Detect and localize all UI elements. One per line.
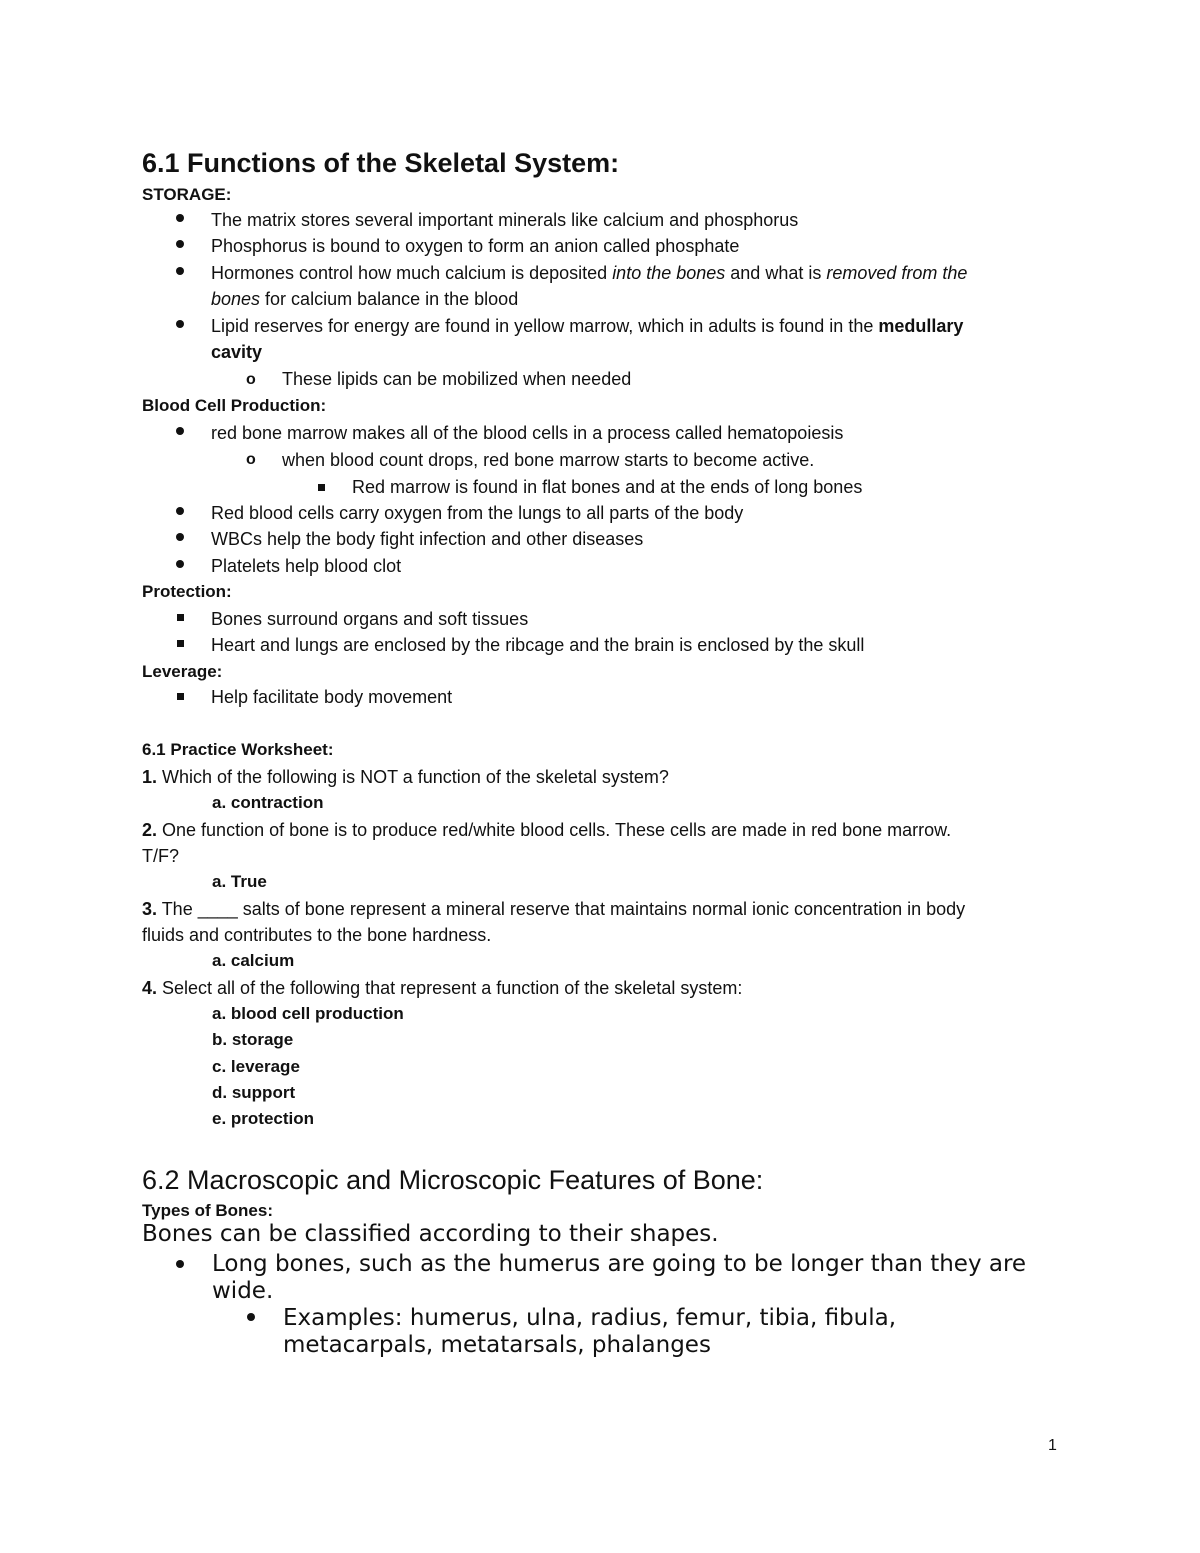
types-bullet-1-cont: wide. bbox=[212, 1278, 274, 1304]
storage-bullet-3: Hormones control how much calcium is deposited into the bones and what is removed from the bbox=[211, 263, 968, 283]
blood-bullet-2: Red blood cells carry oxygen from the lungs to all parts of the body bbox=[211, 503, 744, 523]
section-6-2-title: 6.2 Macroscopic and Microscopic Features of Bone: bbox=[142, 1165, 764, 1195]
square-bullet-icon bbox=[177, 693, 184, 700]
bullet-icon bbox=[176, 267, 184, 275]
storage-bullet-4-cont: cavity bbox=[211, 342, 263, 362]
types-sub-bullet-cont: metacarpals, metatarsals, phalanges bbox=[283, 1332, 711, 1358]
question-4-answer: e. protection bbox=[212, 1109, 315, 1128]
types-sub-bullet: Examples: humerus, ulna, radius, femur, tibia, fibula, bbox=[283, 1305, 897, 1331]
question-2-cont: T/F? bbox=[142, 846, 180, 866]
square-bullet-icon bbox=[177, 614, 184, 621]
blood-bullet-1: red bone marrow makes all of the blood cells in a process called hematopoiesis bbox=[211, 423, 844, 443]
bullet-icon bbox=[176, 507, 184, 515]
leverage-heading: Leverage: bbox=[142, 662, 223, 681]
section-6-1-title: 6.1 Functions of the Skeletal System: bbox=[142, 148, 620, 178]
bullet-icon bbox=[176, 320, 184, 328]
question-4-answer: b. storage bbox=[212, 1030, 294, 1049]
square-bullet-icon bbox=[318, 484, 325, 491]
square-bullet-icon bbox=[177, 640, 184, 647]
bullet-icon bbox=[176, 560, 184, 568]
page-number: 1 bbox=[1048, 1437, 1057, 1454]
blood-sub-bullet: when blood count drops, red bone marrow starts to become active. bbox=[282, 450, 815, 470]
question-3-cont: fluids and contributes to the bone hardness. bbox=[142, 925, 492, 945]
types-intro: Bones can be classified according to their shapes. bbox=[142, 1221, 719, 1247]
storage-heading: STORAGE: bbox=[142, 185, 232, 204]
blood-sub-sub-bullet: Red marrow is found in flat bones and at the ends of long bones bbox=[352, 477, 863, 497]
circle-bullet-icon: o bbox=[246, 371, 256, 388]
question-4-answer: d. support bbox=[212, 1083, 296, 1102]
question-1: 1. Which of the following is NOT a function of the skeletal system? bbox=[142, 767, 669, 787]
question-1-answer: a. contraction bbox=[212, 793, 324, 812]
leverage-bullet-1: Help facilitate body movement bbox=[211, 687, 453, 707]
blood-bullet-4: Platelets help blood clot bbox=[211, 556, 402, 576]
storage-bullet-4: Lipid reserves for energy are found in yellow marrow, which in adults is found in the medullary bbox=[211, 316, 964, 336]
bullet-icon bbox=[247, 1313, 255, 1321]
protection-bullet-1: Bones surround organs and soft tissues bbox=[211, 609, 529, 629]
question-2: 2. One function of bone is to produce red/white blood cells. These cells are made in red bone marrow. bbox=[142, 820, 952, 840]
question-4: 4. Select all of the following that represent a function of the skeletal system: bbox=[142, 978, 743, 998]
question-4-answer: a. blood cell production bbox=[212, 1004, 404, 1023]
question-2-answer: a. True bbox=[212, 872, 267, 891]
bullet-icon bbox=[176, 427, 184, 435]
protection-bullet-2: Heart and lungs are enclosed by the ribcage and the brain is enclosed by the skull bbox=[211, 635, 865, 655]
question-3-answer: a. calcium bbox=[212, 951, 295, 970]
bullet-icon bbox=[176, 1260, 184, 1268]
question-4-answer: c. leverage bbox=[212, 1057, 300, 1076]
bullet-icon bbox=[176, 214, 184, 222]
blood-heading: Blood Cell Production: bbox=[142, 396, 327, 415]
question-3: 3. The ____ salts of bone represent a mineral reserve that maintains normal ionic concentration in body bbox=[142, 899, 966, 919]
protection-heading: Protection: bbox=[142, 582, 232, 601]
storage-bullet-3-cont: bones for calcium balance in the blood bbox=[211, 289, 519, 309]
storage-bullet-1: The matrix stores several important minerals like calcium and phosphorus bbox=[211, 210, 799, 230]
blood-bullet-3: WBCs help the body fight infection and other diseases bbox=[211, 529, 644, 549]
types-heading: Types of Bones: bbox=[142, 1201, 273, 1220]
circle-bullet-icon: o bbox=[246, 451, 256, 468]
worksheet-title: 6.1 Practice Worksheet: bbox=[142, 740, 334, 759]
bullet-icon bbox=[176, 533, 184, 541]
bullet-icon bbox=[176, 240, 184, 248]
types-bullet-1: Long bones, such as the humerus are going to be longer than they are bbox=[212, 1251, 1027, 1277]
storage-sub-bullet: These lipids can be mobilized when needed bbox=[282, 369, 632, 389]
storage-bullet-2: Phosphorus is bound to oxygen to form an anion called phosphate bbox=[211, 236, 740, 256]
